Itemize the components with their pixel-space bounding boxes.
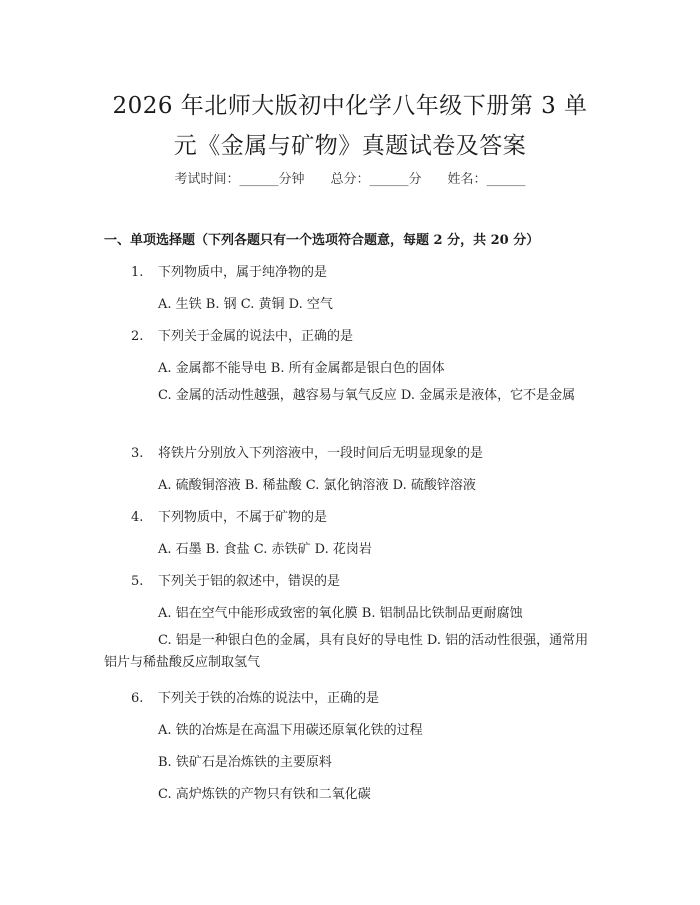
question-text: 下列关于金属的说法中，正确的是: [158, 329, 354, 344]
question-text: 下列关于铝的叙述中，错误的是: [158, 574, 341, 589]
question-6: [104, 687, 379, 706]
document-title: [60, 86, 640, 166]
question-2-options-cd: C. 金属的活动性越强，越容易与氧气反应 D. 金属汞是液体，它不是金属: [158, 388, 576, 403]
question-4-options: A. 石墨 B. 食盐 C. 赤铁矿 D. 花岗岩: [158, 542, 372, 557]
question-2: [104, 325, 353, 344]
question-text: 将铁片分别放入下列溶液中，一段时间后无明显现象的是: [158, 446, 484, 461]
question-1: [104, 261, 327, 280]
question-number: 4.: [131, 510, 144, 525]
question-2-options-ab: A. 金属都不能导电 B. 所有金属都是银白色的固体: [158, 361, 445, 376]
question-number: 5.: [131, 574, 144, 589]
exam-info: [0, 168, 700, 187]
student-name: 姓名：______: [447, 172, 526, 187]
question-6-option-a: A. 铁的冶炼是在高温下用碳还原氧化铁的过程: [158, 723, 423, 738]
question-number: 3.: [131, 446, 144, 461]
question-number: 6.: [131, 691, 144, 706]
question-4: [104, 506, 327, 525]
exam-time: 考试时间：______分钟: [174, 172, 305, 187]
question-text: 下列关于铁的冶炼的说法中，正确的是: [158, 691, 380, 706]
question-text: 下列物质中，属于纯净物的是: [158, 265, 328, 280]
question-1-options: A. 生铁 B. 钢 C. 黄铜 D. 空气: [158, 297, 333, 312]
question-5-options-cd: C. 铝是一种银白色的金属，具有良好的导电性 D. 铝的活动性很强，通常用铝片与稀盐酸反应制取氢气: [104, 633, 589, 670]
section-heading: 一、单项选择题（下列各题只有一个选项符合题意，每题 2 分，共 20 分）: [104, 233, 540, 248]
question-number: 1.: [131, 265, 144, 280]
question-6-option-c: C. 高炉炼铁的产物只有铁和二氧化碳: [158, 787, 371, 802]
question-6-option-b: B. 铁矿石是冶炼铁的主要原料: [158, 755, 332, 770]
question-3-options: A. 硫酸铜溶液 B. 稀盐酸 C. 氯化钠溶液 D. 硫酸锌溶液: [158, 478, 476, 493]
question-text: 下列物质中，不属于矿物的是: [158, 510, 328, 525]
question-3: [104, 442, 483, 461]
question-5: [104, 570, 340, 589]
total-score: 总分：______分: [330, 172, 422, 187]
title-line-1: 2026 年北师大版初中化学八年级下册第 3 单: [112, 93, 588, 119]
question-number: 2.: [131, 329, 144, 344]
title-line-2: 元《金属与矿物》真题试卷及答案: [173, 133, 527, 159]
question-5-options-ab: A. 铝在空气中能形成致密的氧化膜 B. 铝制品比铁制品更耐腐蚀: [158, 606, 523, 621]
